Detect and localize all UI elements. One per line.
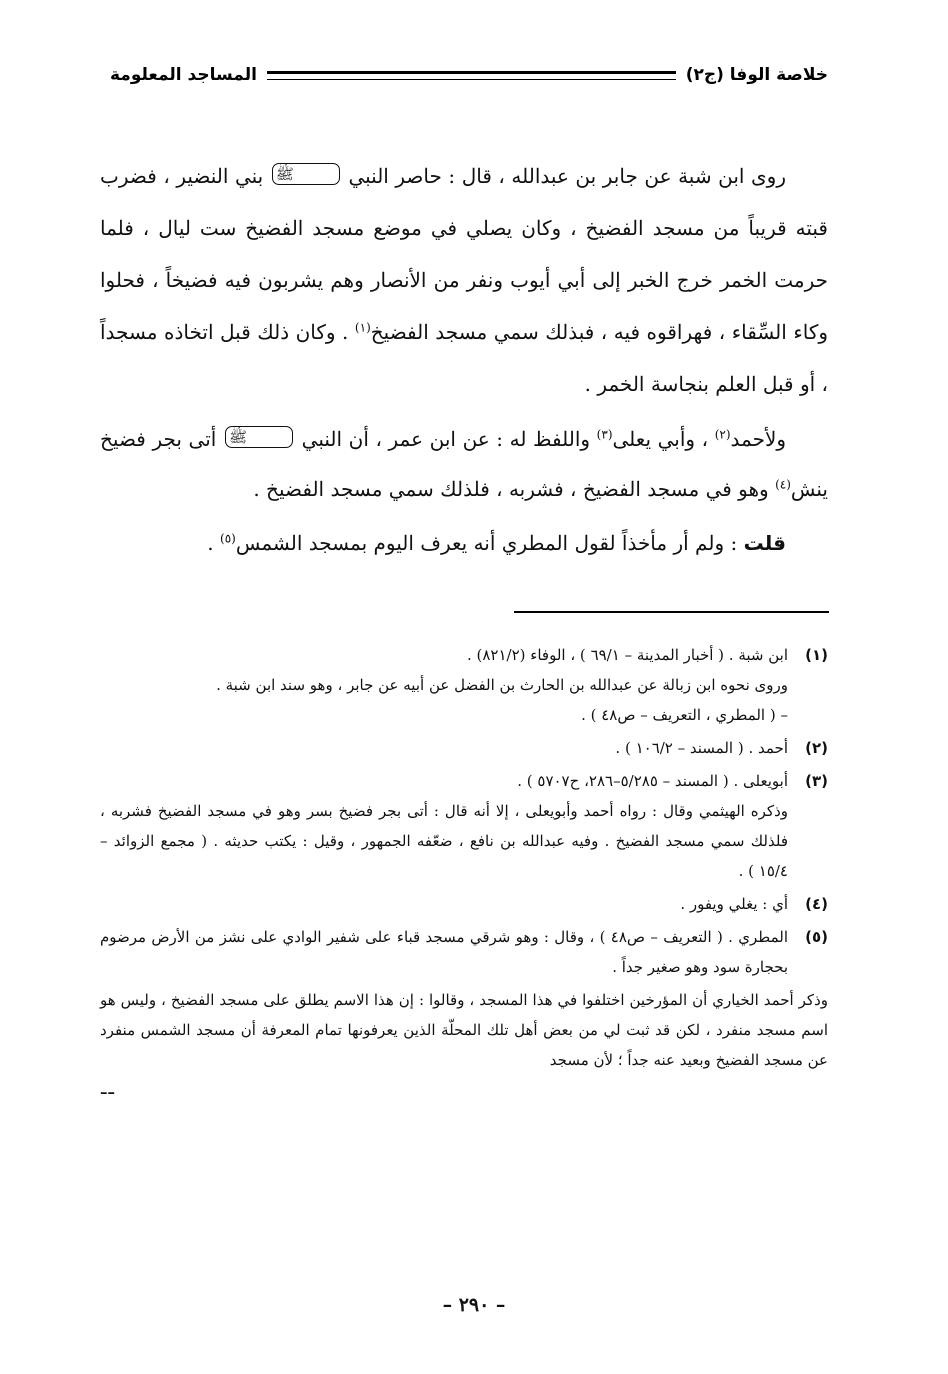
footnote-2 [100,733,828,763]
running-header [110,58,828,92]
footnote-body [100,889,788,919]
footnote-continuation [100,985,828,1107]
footnote-number: (٢) [805,739,828,757]
chapter-title: المساجد المعلومة [110,65,257,85]
paragraph-1-text-c: . وكان ذلك قبل اتخاذه مسجداً ، أو قبل العلم بنجاسة الخمر . [100,320,828,396]
footnote-body [100,640,788,730]
footnote-line: ابن شبة . ( أخبار المدينة – ٦٩/١ ) ، الوفاء (٨٢١/٢) . [466,646,788,664]
paragraph-2-text-b: ، وأبي يعلى [612,427,709,451]
paragraph-1 [100,150,828,410]
footnote-4 [100,889,828,919]
paragraph-2 [100,414,828,514]
paragraph-1-text-a: روى ابن شبة عن جابر بن عبدالله ، قال : حاصر النبي [348,164,786,188]
footnote-ref-4[interactable]: (٤) [775,477,791,492]
footnote-number: (٤) [805,895,828,913]
footnote-body [100,922,788,982]
header-rule [267,71,676,80]
paragraph-3-text-a: : ولم أر مأخذاً لقول المطري أنه يعرف اليوم بمسجد الشمس [235,531,738,555]
footnote-line: وروى نحوه ابن زبالة عن عبدالله بن الحارث بن الفضل عن أبيه عن جابر ، وهو سند ابن شبة . [216,676,788,694]
footnote-line: أحمد . ( المسند – ١٠٦/٢ ) . [615,739,788,757]
footnote-line: – ( المطري ، التعريف – ص٤٨ ) . [581,706,788,724]
salutation-seal-icon: ﷺ [272,163,340,185]
footnote-line: المطري . ( التعريف – ص٤٨ ) ، وقال : وهو شرقي مسجد قباء على شفير الوادي على نشز من الأرض مرضوم بحجارة سود وهو صغير جداً . [100,928,788,976]
continuation-mark: –– [100,1083,115,1101]
footnote-ref-1[interactable]: (١) [354,320,371,335]
footnote-1 [100,640,828,730]
footnote-ref-5[interactable]: (٥) [220,531,236,546]
paragraph-2-text-d: أتى بجر فضيخ ينش [100,427,828,501]
footnote-number: (٣) [805,772,828,790]
salutation-seal-icon: ﷺ [225,426,293,448]
paragraph-3 [100,518,828,568]
footnote-ref-3[interactable]: (٣) [596,427,613,442]
footnote-separator [514,611,829,613]
footnote-body [100,733,788,763]
paragraph-2-text-c: واللفظ له : عن ابن عمر ، أن النبي [301,427,591,451]
main-text [100,150,828,568]
footnote-number: (١) [805,646,828,664]
page-number: – ٢٩٠ – [442,1294,506,1316]
footnote-body [100,766,788,886]
qultu-lead: قلت [743,531,786,555]
footnote-line: أبويعلى . ( المسند – ٥/٢٨٥–٢٨٦، ح٥٧٠٧ ) . [517,772,788,790]
book-title: خلاصة الوفا (ج٢) [685,65,828,85]
paragraph-1-text-b: بني النضير ، فضرب قبته قريباً من مسجد الفضيخ ، وكان يصلي في موضع مسجد الفضيخ ست ليال ، فلما حرمت الخمر خرج الخبر إلى أبي أيوب ونفر من الأنصار وهم يشربون فيه فضيخاً ، فحلوا وكاء السِّقاء ، فهراقوه فيه ، فبذلك سمي مسجد الفضيخ [100,164,829,344]
footnote-number: (٥) [805,928,828,946]
paragraph-2-text-a: ولأحمد [730,427,787,451]
footnote-5 [100,922,828,982]
footnote-3 [100,766,828,886]
paragraph-3-text-b: . [207,531,214,555]
paragraph-2-text-e: وهو في مسجد الفضيخ ، فشربه ، فلذلك سمي مسجد الفضيخ . [253,477,769,501]
footnote-line: أي : يغلي ويفور . [680,895,788,913]
footnote-continuation-text: وذكر أحمد الخياري أن المؤرخين اختلفوا في هذا المسجد ، وقالوا : إن هذا الاسم يطلق على مسجد الفضيخ ، وليس هو اسم مسجد منفرد ، لكن قد ثبت لي من بعض أهل تلك المحلّة الذين يعرفونها تمام المعرفة أن مسجد الشمس منفرد عن مسجد الفضيخ وبعيد عنه جداً ؛ لأن مسجد [100,991,828,1069]
footnote-line: وذكره الهيثمي وقال : رواه أحمد وأبويعلى ، إلا أنه قال : أتى بجر فضيخ بسر وهو في مسجد الفضيخ فشربه ، فلذلك سمي مسجد الفضيخ . وفيه عبدالله بن نافع ، ضعّفه الجمهور ، وقيل : يكتب حديثه . ( مجمع الزوائد – ١٥/٤ ) . [100,802,788,880]
footnotes [100,640,828,1107]
footnote-ref-2[interactable]: (٢) [714,427,731,442]
